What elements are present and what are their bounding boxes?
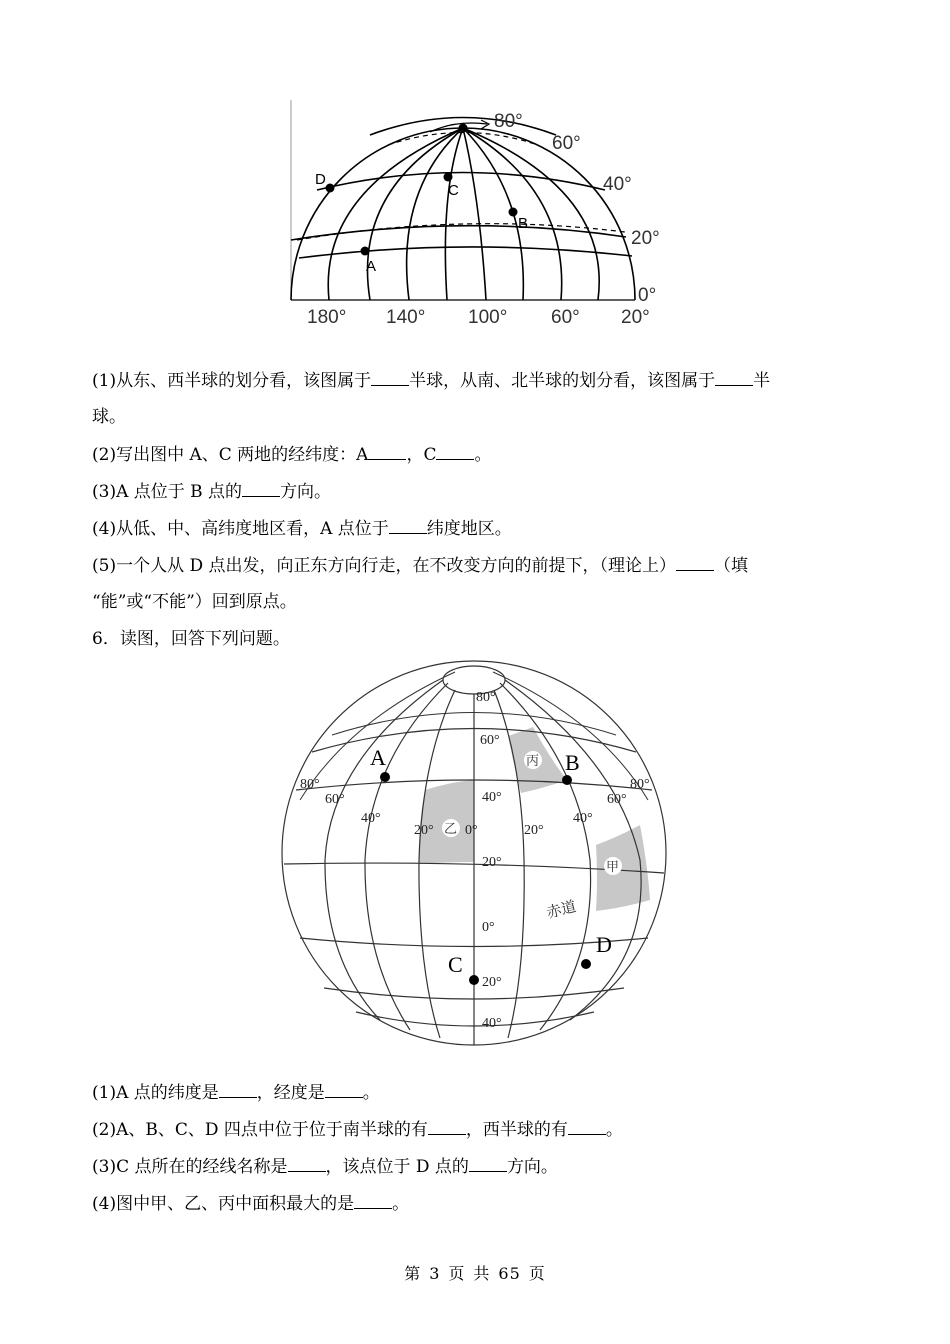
- label-c: C: [448, 952, 463, 977]
- answer-blank[interactable]: [568, 1119, 606, 1135]
- lon-right-60: 60°: [607, 792, 627, 807]
- lon-label-180: 180°: [307, 307, 347, 328]
- lon-right-20: 20°: [524, 823, 544, 838]
- lat-40: 40°: [482, 790, 502, 805]
- lon-left-40: 40°: [361, 811, 381, 826]
- s5-question-5: (5)一个人从 D 点出发，向正东方向行走，在不改变方向的前提下，（理论上） （填: [92, 556, 749, 576]
- region-jia: [596, 825, 650, 911]
- lat-label-20: 20°: [631, 228, 660, 249]
- point-b: [562, 775, 572, 785]
- answer-blank[interactable]: [219, 1082, 257, 1098]
- label-a: A: [366, 258, 377, 275]
- lon-label-60: 60°: [551, 307, 580, 328]
- s6-question-4: (4)图中甲、乙、丙中面积最大的是 。: [92, 1194, 410, 1214]
- s5-question-1: (1)从东、西半球的划分看，该图属于 半球，从南、北半球的划分看，该图属于 半: [92, 371, 771, 391]
- label-d: D: [315, 171, 326, 188]
- lat-0: 0°: [482, 920, 495, 935]
- lon-label-100: 100°: [468, 307, 508, 328]
- answer-blank[interactable]: [325, 1082, 363, 1098]
- answer-blank[interactable]: [354, 1193, 392, 1209]
- s6-question-2: (2)A、B、C、D 四点中位于位于南半球的有 ，西半球的有 。: [92, 1120, 623, 1140]
- page-footer: 第 3 页 共 65 页: [404, 1264, 546, 1283]
- label-c: C: [448, 182, 459, 199]
- lon-label-140: 140°: [386, 307, 426, 328]
- s5-question-1-cont: 球。: [92, 407, 126, 427]
- lat-label-60: 60°: [552, 133, 581, 154]
- label-a: A: [370, 745, 386, 770]
- answer-blank[interactable]: [428, 1119, 466, 1135]
- lat-40-s: 40°: [482, 1016, 502, 1031]
- s5-question-3: (3)A 点位于 B 点的 方向。: [92, 482, 332, 502]
- lon-right-80: 80°: [630, 777, 650, 792]
- s6-question-3: (3)C 点所在的经线名称是 ，该点位于 D 点的 方向。: [92, 1157, 558, 1177]
- lat-20-n: 20°: [482, 855, 502, 870]
- lat-20-s: 20°: [482, 975, 502, 990]
- s6-question-1: (1)A 点的纬度是 ，经度是 。: [92, 1083, 380, 1103]
- lon-left-60: 60°: [325, 792, 345, 807]
- s5-question-4: (4)从低、中、高纬度地区看，A 点位于 纬度地区。: [92, 519, 512, 539]
- lon-right-40: 40°: [573, 811, 593, 826]
- page-total: 65: [498, 1264, 521, 1283]
- lon-left-20: 20°: [414, 823, 434, 838]
- answer-blank[interactable]: [288, 1156, 326, 1172]
- answer-blank[interactable]: [469, 1156, 507, 1172]
- page-number: 3: [429, 1264, 441, 1283]
- point-d: [581, 959, 591, 969]
- region-bing-label: 丙: [526, 753, 540, 768]
- point-a: [380, 772, 390, 782]
- s5-question-5-cont: “能”或“不能”）回到原点。: [92, 592, 297, 612]
- lat-60: 60°: [480, 733, 500, 748]
- lon-left-80: 80°: [300, 777, 320, 792]
- lat-label-0: 0°: [638, 285, 657, 306]
- label-b: B: [518, 215, 529, 232]
- region-yi-label: 乙: [444, 821, 458, 836]
- region-jia-label: 甲: [606, 859, 620, 874]
- lat-label-80: 80°: [494, 111, 523, 132]
- lat-label-40: 40°: [603, 174, 632, 195]
- equator-label: 赤道: [545, 899, 579, 922]
- section-6-heading: 6．读图，回答下列问题。: [92, 629, 290, 649]
- point-c: [469, 975, 479, 985]
- label-d: D: [596, 932, 612, 957]
- lat-80: 80°: [476, 690, 496, 705]
- lon-label-20: 20°: [621, 307, 650, 328]
- label-b: B: [565, 750, 580, 775]
- lon-prime-0: 0°: [465, 823, 478, 838]
- s5-question-2: (2)写出图中 A、C 两地的经纬度：A ，C 。: [92, 445, 492, 465]
